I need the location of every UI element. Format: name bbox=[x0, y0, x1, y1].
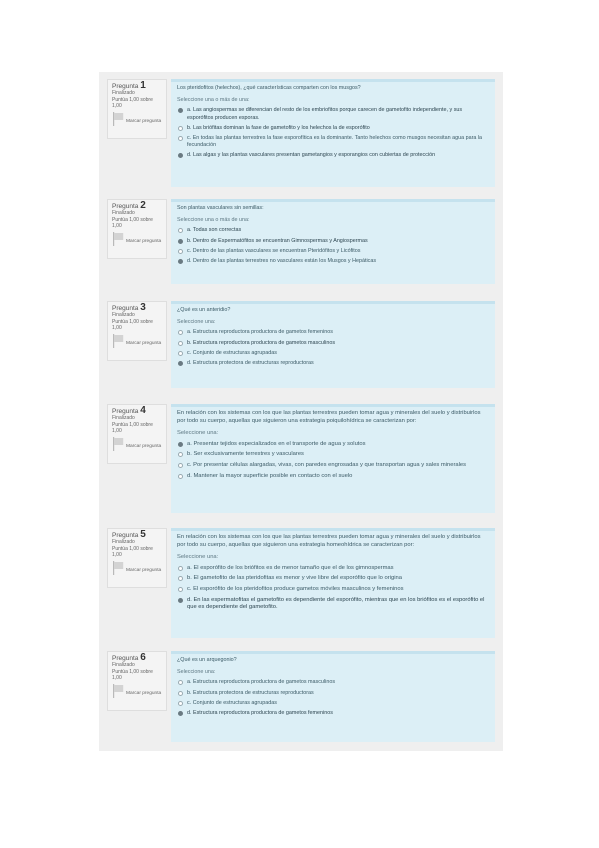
question-grade: Puntúa 1,00 sobre 1,00 bbox=[112, 96, 153, 109]
answer-text: c. Conjunto de estructuras agrupadas bbox=[187, 699, 277, 706]
answer-prompt: Seleccione una o más de una: bbox=[177, 217, 250, 224]
answer-prompt: Seleccione una: bbox=[177, 554, 219, 561]
answer-option-b[interactable] bbox=[177, 574, 489, 585]
radio-button[interactable] bbox=[178, 576, 183, 581]
flag-question-label: Marcar pregunta bbox=[126, 341, 162, 347]
checkbox[interactable] bbox=[178, 153, 183, 158]
flag-icon bbox=[112, 684, 124, 698]
radio-button[interactable] bbox=[178, 598, 183, 603]
question-text: Los pteridofitos (helechos), ¿qué características comparten con los musgos? bbox=[177, 85, 361, 91]
radio-button[interactable] bbox=[178, 463, 183, 468]
answer-option-b[interactable] bbox=[177, 689, 489, 699]
answer-text: c. En todas las plantas terrestres la fase esporofítica es la dominante. Tanto helechos como musgos necesitan agua para la fecundación bbox=[187, 135, 483, 149]
checkbox[interactable] bbox=[178, 136, 183, 141]
answer-text: c. Por presentar células alargadas, vivas, con paredes engrosadas y que transportan agua y sales minerales bbox=[187, 461, 467, 468]
question-text: ¿Qué es un anteridio? bbox=[177, 307, 231, 313]
question-grade: Puntúa 1,00 sobre 1,00 bbox=[112, 318, 153, 331]
question-text: ¿Qué es un arquegonio? bbox=[177, 657, 237, 663]
question-state: Finalizado bbox=[112, 662, 135, 669]
answer-option-c[interactable] bbox=[177, 699, 489, 709]
question-state: Finalizado bbox=[112, 539, 135, 546]
question-info bbox=[107, 79, 167, 139]
answer-option-c[interactable] bbox=[177, 585, 489, 596]
question-grade: Puntúa 1,00 sobre 1,00 bbox=[112, 668, 153, 681]
answer-option-a[interactable] bbox=[177, 328, 489, 338]
answer-text: d. Las algas y las plantas vasculares presentan gametangios y esporangios con cubiertas de protección bbox=[187, 152, 436, 159]
flag-question-label: Marcar pregunta bbox=[126, 119, 162, 125]
answer-text: b. Estructura protectora de estructuras reproductoras bbox=[187, 689, 314, 696]
answer-option-d[interactable] bbox=[177, 151, 489, 161]
radio-button[interactable] bbox=[178, 452, 183, 457]
question-state: Finalizado bbox=[112, 90, 135, 97]
flag-icon bbox=[112, 112, 124, 126]
question-number: Pregunta 6 bbox=[112, 652, 146, 663]
question-number: Pregunta 4 bbox=[112, 405, 146, 416]
question-info bbox=[107, 528, 167, 588]
answer-option-b[interactable] bbox=[177, 339, 489, 349]
answer-text: a. Todas son correctas bbox=[187, 227, 242, 234]
flag-icon bbox=[112, 232, 124, 246]
flag-question-button[interactable] bbox=[112, 334, 162, 350]
flag-question-button[interactable] bbox=[112, 684, 162, 700]
answer-option-b[interactable] bbox=[177, 450, 489, 461]
answer-option-c[interactable] bbox=[177, 247, 489, 257]
question-number: Pregunta 2 bbox=[112, 200, 146, 211]
flag-question-label: Marcar pregunta bbox=[126, 568, 162, 574]
radio-button[interactable] bbox=[178, 474, 183, 479]
radio-button[interactable] bbox=[178, 680, 183, 685]
question-content bbox=[171, 528, 495, 638]
answer-prompt: Seleccione una: bbox=[177, 319, 216, 326]
answer-text: d. Dentro de las plantas terrestres no vasculares están los Musgos y Hepáticas bbox=[187, 258, 377, 265]
answer-text: b. El gametofito de las pteridofitas es menor y vive libre del esporófito que lo origina bbox=[187, 575, 402, 582]
radio-button[interactable] bbox=[178, 711, 183, 716]
radio-button[interactable] bbox=[178, 691, 183, 696]
flag-question-label: Marcar pregunta bbox=[126, 239, 162, 245]
checkbox[interactable] bbox=[178, 259, 183, 264]
question-content bbox=[171, 404, 495, 513]
checkbox[interactable] bbox=[178, 239, 183, 244]
question-state: Finalizado bbox=[112, 210, 135, 217]
answer-text: a. Estructura reproductora productora de gametos masculinos bbox=[187, 679, 336, 686]
radio-button[interactable] bbox=[178, 587, 183, 592]
question-grade: Puntúa 1,00 sobre 1,00 bbox=[112, 545, 153, 558]
checkbox[interactable] bbox=[178, 228, 183, 233]
radio-button[interactable] bbox=[178, 351, 183, 356]
question-state: Finalizado bbox=[112, 312, 135, 319]
answer-option-b[interactable] bbox=[177, 237, 489, 247]
answer-prompt: Seleccione una: bbox=[177, 430, 219, 437]
answer-option-a[interactable] bbox=[177, 226, 489, 236]
answer-text: b. Ser exclusivamente terrestres y vasculares bbox=[187, 451, 304, 458]
answer-option-c[interactable] bbox=[177, 349, 489, 359]
answer-option-d[interactable] bbox=[177, 257, 489, 267]
answer-option-d[interactable] bbox=[177, 359, 489, 369]
answer-option-a[interactable] bbox=[177, 678, 489, 688]
answer-text: c. Dentro de las plantas vasculares se encuentran Pteridófitos y Licófitos bbox=[187, 247, 361, 254]
answer-text: b. Estructura reproductora productora de gametos masculinos bbox=[187, 339, 336, 346]
answer-prompt: Seleccione una o más de una: bbox=[177, 97, 250, 104]
answer-text: c. El esporófito de los pteridofitos produce gametos móviles masculinos y femeninos bbox=[187, 585, 404, 592]
question-content bbox=[171, 301, 495, 388]
question-content bbox=[171, 651, 495, 742]
flag-question-button[interactable] bbox=[112, 561, 162, 577]
answer-option-a[interactable] bbox=[177, 106, 489, 123]
answer-option-d[interactable] bbox=[177, 709, 489, 719]
answer-option-d[interactable] bbox=[177, 596, 489, 614]
flag-question-label: Marcar pregunta bbox=[126, 444, 162, 450]
question-info bbox=[107, 651, 167, 711]
answer-text: a. Las angiospermas se diferencian del resto de los embriofitos porque carecen de gametofito independiente, y sus esporófitos producen esporas. bbox=[187, 107, 463, 121]
answer-option-c[interactable] bbox=[177, 134, 489, 151]
question-content bbox=[171, 79, 495, 187]
answer-prompt: Seleccione una: bbox=[177, 669, 216, 676]
radio-button[interactable] bbox=[178, 330, 183, 335]
answer-option-a[interactable] bbox=[177, 564, 489, 575]
flag-icon bbox=[112, 561, 124, 575]
answer-text: d. Estructura reproductora productora de gametos femeninos bbox=[187, 710, 333, 717]
question-grade: Puntúa 1,00 sobre 1,00 bbox=[112, 421, 153, 434]
question-content bbox=[171, 199, 495, 284]
flag-icon bbox=[112, 334, 124, 348]
question-info bbox=[107, 199, 167, 259]
question-grade: Puntúa 1,00 sobre 1,00 bbox=[112, 216, 153, 229]
answer-text: b. Las briófitas dominan la fase de gametofito y los helechos la de esporófito bbox=[187, 124, 370, 131]
radio-button[interactable] bbox=[178, 701, 183, 706]
question-state: Finalizado bbox=[112, 415, 135, 422]
answer-text: a. Estructura reproductora productora de gametos femeninos bbox=[187, 329, 333, 336]
answer-option-a[interactable] bbox=[177, 440, 489, 451]
flag-question-label: Marcar pregunta bbox=[126, 691, 162, 697]
question-number: Pregunta 1 bbox=[112, 80, 146, 91]
radio-button[interactable] bbox=[178, 341, 183, 346]
answer-option-d[interactable] bbox=[177, 472, 489, 483]
answer-text: a. El esporófito de los briófitos es de menor tamaño que el de los gimnospermas bbox=[187, 564, 394, 571]
answer-text: d. En las espermatofitas el gametofito es dependiente del esporófito, mientras que en los briófitos es el esporófito el que es dependiente del gametofito. bbox=[187, 596, 485, 611]
answer-text: c. Conjunto de estructuras agrupadas bbox=[187, 349, 277, 356]
checkbox[interactable] bbox=[178, 249, 183, 254]
checkbox[interactable] bbox=[178, 126, 183, 131]
answer-text: b. Dentro de Espermatófitos se encuentran Gimnospermas y Angiospermas bbox=[187, 237, 368, 244]
flag-question-button[interactable] bbox=[112, 437, 162, 453]
radio-button[interactable] bbox=[178, 566, 183, 571]
radio-button[interactable] bbox=[178, 361, 183, 366]
question-text: Son plantas vasculares sin semillas: bbox=[177, 205, 264, 211]
flag-question-button[interactable] bbox=[112, 232, 162, 248]
checkbox[interactable] bbox=[178, 108, 183, 113]
question-text: En relación con los sistemas con los que las plantas terrestres pueden tomar agua y minerales del suelo y distribuirlos por todo su cuerpo, aquellas que siguieron una estrategia homeohídrica se caracterizan por: bbox=[177, 534, 481, 548]
answer-text: a. Presentar tejidos especializados en el transporte de agua y solutos bbox=[187, 440, 366, 447]
question-info bbox=[107, 301, 167, 361]
answer-text: d. Mantener la mayor superficie posible en contacto con el suelo bbox=[187, 472, 353, 479]
question-number: Pregunta 5 bbox=[112, 529, 146, 540]
flag-icon bbox=[112, 437, 124, 451]
question-number: Pregunta 3 bbox=[112, 302, 146, 313]
answer-option-c[interactable] bbox=[177, 461, 489, 472]
answer-text: d. Estructura protectora de estructuras reproductoras bbox=[187, 360, 314, 367]
question-info bbox=[107, 404, 167, 464]
quiz-review-page bbox=[99, 72, 503, 751]
radio-button[interactable] bbox=[178, 442, 183, 447]
question-text: En relación con los sistemas con los que las plantas terrestres pueden tomar agua y minerales del suelo y distribuirlos por todo su cuerpo, aquellas que siguieron una estrategia poiquilohídrica se caracterizan por: bbox=[177, 410, 481, 424]
answer-option-b[interactable] bbox=[177, 124, 489, 134]
flag-question-button[interactable] bbox=[112, 112, 162, 128]
